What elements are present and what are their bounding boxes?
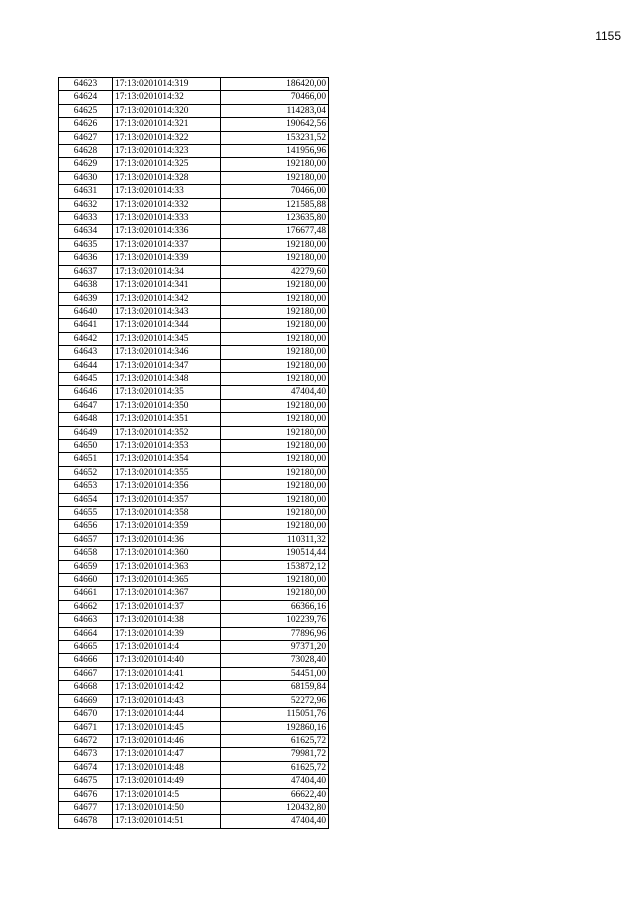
- cadastral-number-cell: 17:13:0201014:339: [113, 252, 221, 265]
- row-number-cell: 64651: [59, 453, 113, 466]
- cadastral-number-cell: 17:13:0201014:346: [113, 346, 221, 359]
- row-number-cell: 64669: [59, 694, 113, 707]
- value-cell: 66366,16: [221, 600, 329, 613]
- value-cell: 61625,72: [221, 761, 329, 774]
- row-number-cell: 64634: [59, 225, 113, 238]
- value-cell: 192180,00: [221, 493, 329, 506]
- cadastral-number-cell: 17:13:0201014:332: [113, 198, 221, 211]
- table-row: [59, 225, 329, 238]
- cadastral-number-cell: 17:13:0201014:34: [113, 265, 221, 278]
- value-cell: 192180,00: [221, 426, 329, 439]
- value-cell: 68159,84: [221, 681, 329, 694]
- cadastral-number-cell: 17:13:0201014:49: [113, 775, 221, 788]
- table-row: [59, 346, 329, 359]
- row-number-cell: 64649: [59, 426, 113, 439]
- table-row: [59, 708, 329, 721]
- cadastral-number-cell: 17:13:0201014:323: [113, 145, 221, 158]
- cadastral-number-cell: 17:13:0201014:341: [113, 279, 221, 292]
- value-cell: 192180,00: [221, 453, 329, 466]
- value-cell: 192180,00: [221, 171, 329, 184]
- row-number-cell: 64661: [59, 587, 113, 600]
- table-row: [59, 78, 329, 91]
- cadastral-number-cell: 17:13:0201014:46: [113, 734, 221, 747]
- table-row: [59, 413, 329, 426]
- value-cell: 121585,88: [221, 198, 329, 211]
- table-row: [59, 560, 329, 573]
- table-row: [59, 520, 329, 533]
- cadastral-number-cell: 17:13:0201014:319: [113, 78, 221, 91]
- value-cell: 153872,12: [221, 560, 329, 573]
- cadastral-number-cell: 17:13:0201014:5: [113, 788, 221, 801]
- row-number-cell: 64639: [59, 292, 113, 305]
- row-number-cell: 64668: [59, 681, 113, 694]
- row-number-cell: 64657: [59, 533, 113, 546]
- value-cell: 192180,00: [221, 346, 329, 359]
- table-row: [59, 279, 329, 292]
- value-cell: 192180,00: [221, 305, 329, 318]
- value-cell: 192180,00: [221, 279, 329, 292]
- cadastral-number-cell: 17:13:0201014:360: [113, 547, 221, 560]
- cadastral-number-cell: 17:13:0201014:347: [113, 359, 221, 372]
- value-cell: 47404,40: [221, 775, 329, 788]
- row-number-cell: 64671: [59, 721, 113, 734]
- table-row: [59, 453, 329, 466]
- row-number-cell: 64660: [59, 574, 113, 587]
- value-cell: 192180,00: [221, 158, 329, 171]
- row-number-cell: 64640: [59, 305, 113, 318]
- cadastral-number-cell: 17:13:0201014:359: [113, 520, 221, 533]
- table-body: [59, 78, 329, 829]
- cadastral-number-cell: 17:13:0201014:363: [113, 560, 221, 573]
- row-number-cell: 64623: [59, 78, 113, 91]
- value-cell: 52272,96: [221, 694, 329, 707]
- table-row: [59, 614, 329, 627]
- value-cell: 70466,00: [221, 185, 329, 198]
- cadastral-number-cell: 17:13:0201014:336: [113, 225, 221, 238]
- cadastral-number-cell: 17:13:0201014:325: [113, 158, 221, 171]
- cadastral-number-cell: 17:13:0201014:45: [113, 721, 221, 734]
- row-number-cell: 64645: [59, 372, 113, 385]
- cadastral-number-cell: 17:13:0201014:345: [113, 332, 221, 345]
- cadastral-number-cell: 17:13:0201014:328: [113, 171, 221, 184]
- row-number-cell: 64644: [59, 359, 113, 372]
- value-cell: 192180,00: [221, 466, 329, 479]
- cadastral-number-cell: 17:13:0201014:353: [113, 439, 221, 452]
- row-number-cell: 64650: [59, 439, 113, 452]
- row-number-cell: 64666: [59, 654, 113, 667]
- cadastral-number-cell: 17:13:0201014:51: [113, 815, 221, 828]
- row-number-cell: 64638: [59, 279, 113, 292]
- table-row: [59, 533, 329, 546]
- table-row: [59, 252, 329, 265]
- cadastral-number-cell: 17:13:0201014:50: [113, 801, 221, 814]
- table-row: [59, 721, 329, 734]
- value-cell: 70466,00: [221, 91, 329, 104]
- row-number-cell: 64665: [59, 641, 113, 654]
- cadastral-number-cell: 17:13:0201014:342: [113, 292, 221, 305]
- cadastral-number-cell: 17:13:0201014:320: [113, 104, 221, 117]
- value-cell: 192180,00: [221, 238, 329, 251]
- table-row: [59, 815, 329, 828]
- cadastral-number-cell: 17:13:0201014:32: [113, 91, 221, 104]
- table-row: [59, 775, 329, 788]
- value-cell: 192860,16: [221, 721, 329, 734]
- table-row: [59, 600, 329, 613]
- table-row: [59, 372, 329, 385]
- table-row: [59, 198, 329, 211]
- page-number: 1155: [595, 29, 621, 43]
- cadastral-number-cell: 17:13:0201014:343: [113, 305, 221, 318]
- table-row: [59, 761, 329, 774]
- value-cell: 77896,96: [221, 627, 329, 640]
- row-number-cell: 64678: [59, 815, 113, 828]
- row-number-cell: 64641: [59, 319, 113, 332]
- cadastral-number-cell: 17:13:0201014:35: [113, 386, 221, 399]
- value-cell: 47404,40: [221, 815, 329, 828]
- table-row: [59, 480, 329, 493]
- table-row: [59, 305, 329, 318]
- value-cell: 115051,76: [221, 708, 329, 721]
- row-number-cell: 64654: [59, 493, 113, 506]
- table-row: [59, 439, 329, 452]
- row-number-cell: 64643: [59, 346, 113, 359]
- cadastral-number-cell: 17:13:0201014:40: [113, 654, 221, 667]
- cadastral-number-cell: 17:13:0201014:48: [113, 761, 221, 774]
- cadastral-number-cell: 17:13:0201014:350: [113, 399, 221, 412]
- value-cell: 97371,20: [221, 641, 329, 654]
- row-number-cell: 64630: [59, 171, 113, 184]
- value-cell: 61625,72: [221, 734, 329, 747]
- table-row: [59, 265, 329, 278]
- table-row: [59, 118, 329, 131]
- cadastral-number-cell: 17:13:0201014:365: [113, 574, 221, 587]
- row-number-cell: 64676: [59, 788, 113, 801]
- value-cell: 79981,72: [221, 748, 329, 761]
- value-cell: 54451,00: [221, 667, 329, 680]
- table-row: [59, 158, 329, 171]
- table-row: [59, 292, 329, 305]
- table-row: [59, 332, 329, 345]
- cadastral-number-cell: 17:13:0201014:33: [113, 185, 221, 198]
- table-row: [59, 681, 329, 694]
- cadastral-number-cell: 17:13:0201014:42: [113, 681, 221, 694]
- value-cell: 192180,00: [221, 574, 329, 587]
- value-cell: 102239,76: [221, 614, 329, 627]
- row-number-cell: 64646: [59, 386, 113, 399]
- value-cell: 190514,44: [221, 547, 329, 560]
- value-cell: 120432,80: [221, 801, 329, 814]
- cadastral-number-cell: 17:13:0201014:354: [113, 453, 221, 466]
- row-number-cell: 64632: [59, 198, 113, 211]
- cadastral-number-cell: 17:13:0201014:351: [113, 413, 221, 426]
- value-cell: 47404,40: [221, 386, 329, 399]
- row-number-cell: 64655: [59, 507, 113, 520]
- cadastral-number-cell: 17:13:0201014:37: [113, 600, 221, 613]
- cadastral-number-cell: 17:13:0201014:322: [113, 131, 221, 144]
- table-row: [59, 801, 329, 814]
- row-number-cell: 64631: [59, 185, 113, 198]
- table-row: [59, 426, 329, 439]
- row-number-cell: 64629: [59, 158, 113, 171]
- value-cell: 192180,00: [221, 413, 329, 426]
- table-row: [59, 587, 329, 600]
- value-cell: 192180,00: [221, 399, 329, 412]
- row-number-cell: 64677: [59, 801, 113, 814]
- row-number-cell: 64659: [59, 560, 113, 573]
- value-cell: 141956,96: [221, 145, 329, 158]
- cadastral-number-cell: 17:13:0201014:352: [113, 426, 221, 439]
- cadastral-number-cell: 17:13:0201014:47: [113, 748, 221, 761]
- cadastral-number-cell: 17:13:0201014:43: [113, 694, 221, 707]
- value-cell: 123635,80: [221, 212, 329, 225]
- row-number-cell: 64627: [59, 131, 113, 144]
- cadastral-number-cell: 17:13:0201014:321: [113, 118, 221, 131]
- value-cell: 192180,00: [221, 332, 329, 345]
- table-row: [59, 547, 329, 560]
- value-cell: 192180,00: [221, 480, 329, 493]
- table-row: [59, 694, 329, 707]
- cadastral-number-cell: 17:13:0201014:355: [113, 466, 221, 479]
- table-row: [59, 654, 329, 667]
- row-number-cell: 64642: [59, 332, 113, 345]
- row-number-cell: 64635: [59, 238, 113, 251]
- row-number-cell: 64653: [59, 480, 113, 493]
- table-row: [59, 359, 329, 372]
- table-row: [59, 788, 329, 801]
- table-row: [59, 748, 329, 761]
- row-number-cell: 64637: [59, 265, 113, 278]
- table-row: [59, 466, 329, 479]
- table-row: [59, 627, 329, 640]
- table-row: [59, 91, 329, 104]
- row-number-cell: 64662: [59, 600, 113, 613]
- value-cell: 190642,56: [221, 118, 329, 131]
- cadastral-number-cell: 17:13:0201014:357: [113, 493, 221, 506]
- table-row: [59, 493, 329, 506]
- value-cell: 114283,04: [221, 104, 329, 117]
- row-number-cell: 64672: [59, 734, 113, 747]
- row-number-cell: 64674: [59, 761, 113, 774]
- value-cell: 42279,60: [221, 265, 329, 278]
- row-number-cell: 64624: [59, 91, 113, 104]
- value-cell: 192180,00: [221, 252, 329, 265]
- row-number-cell: 64656: [59, 520, 113, 533]
- cadastral-number-cell: 17:13:0201014:333: [113, 212, 221, 225]
- value-cell: 73028,40: [221, 654, 329, 667]
- table-row: [59, 641, 329, 654]
- table-row: [59, 104, 329, 117]
- value-cell: 153231,52: [221, 131, 329, 144]
- row-number-cell: 64670: [59, 708, 113, 721]
- cadastral-number-cell: 17:13:0201014:356: [113, 480, 221, 493]
- cadastral-value-table: [58, 77, 329, 829]
- row-number-cell: 64648: [59, 413, 113, 426]
- cadastral-number-cell: 17:13:0201014:337: [113, 238, 221, 251]
- row-number-cell: 64636: [59, 252, 113, 265]
- row-number-cell: 64626: [59, 118, 113, 131]
- value-cell: 176677,48: [221, 225, 329, 238]
- row-number-cell: 64667: [59, 667, 113, 680]
- cadastral-number-cell: 17:13:0201014:38: [113, 614, 221, 627]
- cadastral-number-cell: 17:13:0201014:39: [113, 627, 221, 640]
- value-cell: 66622,40: [221, 788, 329, 801]
- value-cell: 192180,00: [221, 587, 329, 600]
- table-row: [59, 238, 329, 251]
- row-number-cell: 64647: [59, 399, 113, 412]
- table-row: [59, 386, 329, 399]
- cadastral-number-cell: 17:13:0201014:44: [113, 708, 221, 721]
- table-row: [59, 667, 329, 680]
- table-row: [59, 171, 329, 184]
- value-cell: 192180,00: [221, 292, 329, 305]
- cadastral-number-cell: 17:13:0201014:358: [113, 507, 221, 520]
- table-row: [59, 145, 329, 158]
- table-row: [59, 399, 329, 412]
- row-number-cell: 64633: [59, 212, 113, 225]
- table-row: [59, 574, 329, 587]
- value-cell: 192180,00: [221, 507, 329, 520]
- value-cell: 192180,00: [221, 439, 329, 452]
- cadastral-number-cell: 17:13:0201014:4: [113, 641, 221, 654]
- table-row: [59, 319, 329, 332]
- row-number-cell: 64625: [59, 104, 113, 117]
- value-cell: 192180,00: [221, 359, 329, 372]
- cadastral-number-cell: 17:13:0201014:344: [113, 319, 221, 332]
- value-cell: 186420,00: [221, 78, 329, 91]
- table-row: [59, 185, 329, 198]
- row-number-cell: 64663: [59, 614, 113, 627]
- value-cell: 192180,00: [221, 520, 329, 533]
- table-row: [59, 507, 329, 520]
- row-number-cell: 64673: [59, 748, 113, 761]
- row-number-cell: 64664: [59, 627, 113, 640]
- value-cell: 110311,32: [221, 533, 329, 546]
- row-number-cell: 64675: [59, 775, 113, 788]
- value-cell: 192180,00: [221, 319, 329, 332]
- table-row: [59, 212, 329, 225]
- cadastral-number-cell: 17:13:0201014:36: [113, 533, 221, 546]
- row-number-cell: 64658: [59, 547, 113, 560]
- value-cell: 192180,00: [221, 372, 329, 385]
- cadastral-number-cell: 17:13:0201014:367: [113, 587, 221, 600]
- row-number-cell: 64628: [59, 145, 113, 158]
- cadastral-number-cell: 17:13:0201014:41: [113, 667, 221, 680]
- row-number-cell: 64652: [59, 466, 113, 479]
- table-row: [59, 131, 329, 144]
- cadastral-number-cell: 17:13:0201014:348: [113, 372, 221, 385]
- table-row: [59, 734, 329, 747]
